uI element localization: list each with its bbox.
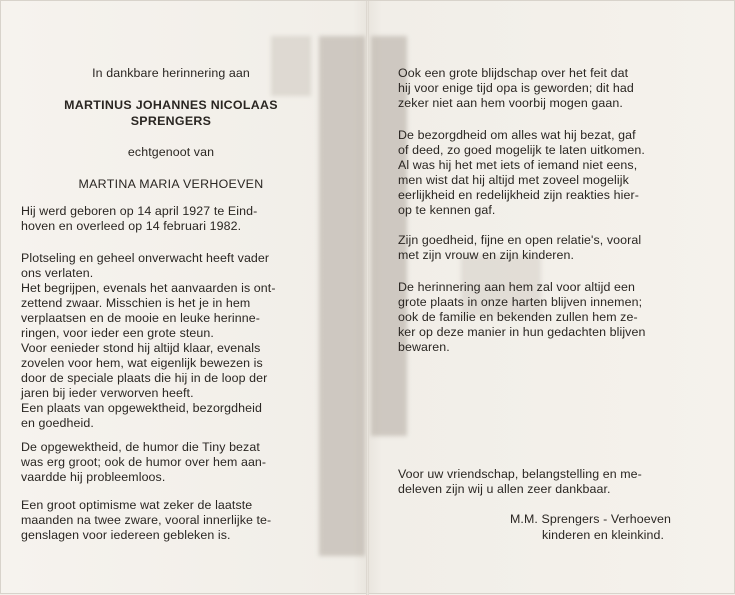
body-line: genslagen voor iedereen gebleken is.	[21, 528, 231, 542]
body-line: hoven en overleed op 14 februari 1982.	[21, 219, 242, 233]
body-line: men wist dat hij altijd met zoveel mogelijk	[398, 173, 629, 187]
body-line: ons verlaten.	[21, 266, 94, 280]
body-line: door de speciale plaats die hij in de loop der	[21, 371, 268, 385]
body-line: De opgewektheid, de humor die Tiny bezat	[21, 440, 260, 454]
body-line: maanden na twee zware, vooral innerlijke te-	[21, 513, 272, 527]
body-line: bewaren.	[398, 340, 450, 354]
spouse-name: MARTINA MARIA VERHOEVEN	[78, 177, 264, 191]
body-line: Het begrijpen, evenals het aanvaarden is ont-	[21, 281, 276, 295]
body-line: De bezorgdheid om alles wat hij bezat, gaf	[398, 128, 636, 142]
body-line: was erg groot; ook de humor over hem aan-	[21, 455, 267, 469]
body-line: eerlijkheid en redelijkheid zijn reakties hier-	[398, 188, 639, 202]
intro-text: In dankbare herinnering aan	[92, 66, 250, 80]
body-line: hij voor enige tijd opa is geworden; dit had	[398, 81, 634, 95]
body-line: jaren bij ieder verworven heeft.	[21, 386, 194, 400]
body-line: zovelen voor hem, wat eigenlijk bewezen is	[21, 356, 263, 370]
body-line: ker op deze manier in hun gedachten blijven	[398, 325, 646, 339]
body-line: grote plaats in onze harten blijven innemen;	[398, 295, 643, 309]
body-line: Voor eenieder stond hij altijd klaar, evenals	[21, 341, 261, 355]
spouse-intro: echtgenoot van	[127, 145, 215, 159]
thanks-line: deleven zijn wij u allen zeer dankbaar.	[398, 482, 611, 496]
body-line: verplaatsen en de mooie en leuke herinne-	[21, 311, 260, 325]
body-line: zettend zwaar. Misschien is het je in hem	[21, 296, 251, 310]
body-line: Plotseling en geheel onverwacht heeft vader	[21, 251, 270, 265]
body-line: Hij werd geboren op 14 april 1927 te Eind-	[21, 204, 258, 218]
body-line: ringen, voor ieder een grote steun.	[21, 326, 214, 340]
body-line: of deed, zo goed mogelijk te laten uitkomen.	[398, 143, 645, 157]
body-line: Een plaats van opgewektheid, bezorgdheid	[21, 401, 262, 415]
body-line: op te kennen gaf.	[398, 203, 496, 217]
thanks-line: Voor uw vriendschap, belangstelling en me-	[398, 467, 642, 481]
deceased-name-line1: MARTINUS JOHANNES NICOLAAS	[64, 98, 278, 112]
body-line: ook de familie en bekenden zullen hem ze-	[398, 310, 638, 324]
deceased-name-line2: SPRENGERS	[130, 114, 212, 128]
body-line: zeker niet aan hem voorbij mogen gaan.	[398, 96, 623, 110]
body-line: Een groot optimisme wat zeker de laatste	[21, 498, 253, 512]
card-fold	[366, 1, 369, 595]
body-line: De herinnering aan hem zal voor altijd een	[398, 280, 636, 294]
body-line: en goedheid.	[21, 416, 94, 430]
body-line: Ook een grote blijdschap over het feit dat	[398, 66, 629, 80]
body-line: vaardde hij probleemloos.	[21, 470, 166, 484]
body-line: Zijn goedheid, fijne en open relatie's, vooral	[398, 233, 642, 247]
signature-names: M.M. Sprengers - Verhoeven	[510, 512, 671, 526]
body-line: met zijn vrouw en zijn kinderen.	[398, 248, 575, 262]
body-line: Al was hij het met iets of iemand niet eens,	[398, 158, 638, 172]
tape-stain	[319, 36, 365, 556]
signature-family: kinderen en kleinkind.	[542, 528, 665, 542]
